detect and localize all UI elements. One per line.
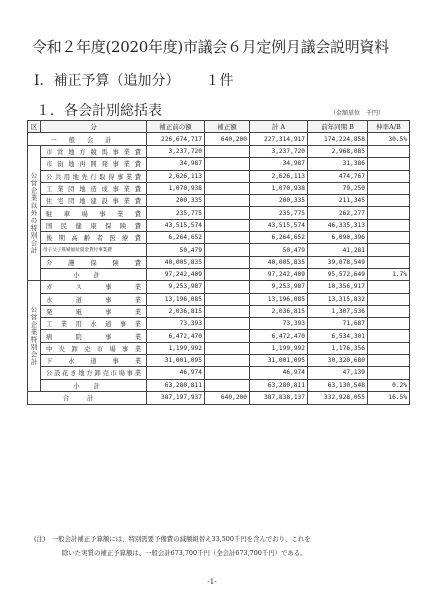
cell-rate [368,232,410,244]
cell-rate: 1.7% [368,268,410,280]
row-label: 国民健康保険費 [41,219,147,231]
cell-before: 1,199,992 [147,342,205,354]
cell-prev: 332,928,055 [308,391,368,404]
cell-before: 73,393 [147,318,205,330]
row-label: 公共用地先行取得事業費 [41,170,147,182]
cell-total: 50,479 [250,244,308,256]
cell-total: 6,472,470 [250,330,308,342]
row-label: ガス事業 [41,281,147,293]
cell-total: 1,070,938 [250,182,308,194]
cell-total: 13,196,085 [250,293,308,305]
cell-rate [368,244,410,256]
subtotal-label: 小計 [41,268,147,280]
cell-amount [205,342,250,354]
cell-rate [368,170,410,182]
subsection-heading: １．各会計別総括表 [36,103,162,119]
enterprise-subtotal-row [28,379,410,391]
table-row [28,219,410,231]
cell-rate [368,146,410,158]
cell-total: 43,515,574 [250,219,308,231]
cell-total: 34,987 [250,158,308,170]
cell-prev: 71,687 [308,318,368,330]
row-label: 病院事業 [41,330,147,342]
cell-before: 63,280,811 [147,379,205,391]
cell-prev: 39,078,549 [308,256,368,268]
section-heading-text: Ⅰ．補正予算（追加分） [34,73,180,89]
cell-rate [368,281,410,293]
cell-prev: 31,386 [308,158,368,170]
cell-amount [205,281,250,293]
row-label: 水道事業 [41,293,147,305]
table-row [28,207,410,219]
cell-before: 1,070,938 [147,182,205,194]
page-title: 令和２年度(2020年度)市議会６月定例月議会説明資料 [32,38,389,56]
cell-total: 40,005,835 [250,256,308,268]
cell-rate [368,355,410,367]
cell-prev: 262,277 [308,207,368,219]
cell-before: 2,626,113 [147,170,205,182]
cell-total: 227,314,917 [250,133,308,146]
cell-amount [205,146,250,158]
cell-before: 46,974 [147,367,205,379]
row-label: 工業団地造成事業費 [41,182,147,194]
cell-amount [205,367,250,379]
cell-before: 235,775 [147,207,205,219]
cell-prev: 95,572,649 [308,268,368,280]
row-label: 公設花き地方卸売市場事業 [41,367,147,379]
unit-note: （金額単位 千円） [330,110,385,117]
cell-before: 43,515,574 [147,219,205,231]
cell-prev: 474,767 [308,170,368,182]
cell-amount [205,170,250,182]
table-row [28,182,410,194]
budget-summary-table [27,120,410,405]
header-prev: 前年同期 B [308,121,368,133]
cell-prev: 79,250 [308,182,368,194]
table-row [28,195,410,207]
cell-amount [205,244,250,256]
subtotal-label: 小計 [41,379,147,391]
row-label: 市街地再開発事業費 [41,158,147,170]
cell-total: 6,264,652 [250,232,308,244]
row-label: 下水道事業 [41,355,147,367]
cell-rate [368,330,410,342]
cell-total: 97,242,409 [250,268,308,280]
cell-rate [368,293,410,305]
cell-amount [205,330,250,342]
cell-amount: 640,200 [205,391,250,404]
cell-total: 2,036,815 [250,305,308,317]
cell-before: 13,196,085 [147,293,205,305]
cell-rate: 0.2% [368,379,410,391]
table-row [28,244,410,256]
cell-amount [205,379,250,391]
cell-prev: 1,307,536 [308,305,368,317]
cell-before: 40,005,835 [147,256,205,268]
grand-total-row [28,391,410,404]
general-account-row [28,133,410,146]
cell-before: 97,242,409 [147,268,205,280]
cell-prev: 10,356,917 [308,281,368,293]
cell-rate [368,305,410,317]
table-row [28,232,410,244]
table-row [28,342,410,354]
section-count: １件 [205,73,234,89]
row-label: 工業用水道事業 [41,318,147,330]
row-label: 母子父子寡婦福祉資金貸付事業費 [41,244,147,256]
cell-before: 3,237,720 [147,146,205,158]
section-heading [34,70,234,90]
cell-total: 387,838,137 [250,391,308,404]
cell-rate [368,182,410,194]
cell-amount [205,182,250,194]
cell-total: 1,199,992 [250,342,308,354]
page-number: -1- [207,578,217,586]
table-row [28,256,410,268]
row-label: 介護保険費 [41,256,147,268]
cell-total: 2,626,113 [250,170,308,182]
header-total: 計 A [250,121,308,133]
cell-amount [205,256,250,268]
table-row [28,355,410,367]
cell-total: 46,974 [250,367,308,379]
cell-prev: 63,130,548 [308,379,368,391]
general-account-label: 一般会計 [28,133,147,146]
cell-amount: 640,200 [205,133,250,146]
cell-amount [205,207,250,219]
table-row [28,367,410,379]
row-label: 中央卸売市場事業 [41,342,147,354]
cell-rate [368,219,410,231]
table-row [28,293,410,305]
cell-before: 50,479 [147,244,205,256]
row-label: 発電事業 [41,305,147,317]
cell-amount [205,158,250,170]
cell-amount [205,293,250,305]
table-header-row [28,121,410,133]
cell-rate [368,195,410,207]
cell-before: 200,335 [147,195,205,207]
cell-before: 9,253,987 [147,281,205,293]
special-group-label: 公営企業以外の特別会計 [28,146,41,281]
table-row [28,330,410,342]
cell-before: 226,674,717 [147,133,205,146]
cell-prev: 211,345 [308,195,368,207]
cell-amount [205,268,250,280]
grand-total-label: 合計 [28,391,147,404]
cell-prev: 47,139 [308,367,368,379]
cell-prev: 13,315,832 [308,293,368,305]
table-row [28,170,410,182]
cell-prev: 41,281 [308,244,368,256]
footnote-line-1: (注) 一般会計補正予算額には、特別需要予備費の減額組替え33,500千円を含んでおり、これを [34,535,311,543]
table-row [28,318,410,330]
cell-rate [368,256,410,268]
cell-rate [368,342,410,354]
cell-total: 63,280,811 [250,379,308,391]
cell-total: 73,393 [250,318,308,330]
row-label: 市営地方競馬事業費 [41,146,147,158]
cell-rate: 16.5% [368,391,410,404]
table-row [28,305,410,317]
table-row [28,281,410,293]
row-label: 駐車場事業費 [41,207,147,219]
header-category: 区 [28,121,41,133]
cell-total: 200,335 [250,195,308,207]
cell-rate [368,367,410,379]
cell-total: 235,775 [250,207,308,219]
cell-total: 31,001,095 [250,355,308,367]
cell-amount [205,219,250,231]
cell-amount [205,195,250,207]
cell-before: 31,001,095 [147,355,205,367]
cell-rate [368,158,410,170]
footnote-line-2: 除いた実質の補正予算額は、一般会計673,700千円（全会計673,700千円）である。 [62,549,307,557]
cell-prev: 174,224,858 [308,133,368,146]
header-rate: 伸率A/B [368,121,410,133]
row-label: 後期高齢者医療費 [41,232,147,244]
cell-amount [205,318,250,330]
cell-prev: 30,320,680 [308,355,368,367]
table-row [28,146,410,158]
header-category-2: 分 [41,121,147,133]
cell-prev: 2,968,085 [308,146,368,158]
cell-rate [368,318,410,330]
cell-prev: 6,534,301 [308,330,368,342]
cell-before: 2,036,815 [147,305,205,317]
cell-prev: 6,090,396 [308,232,368,244]
cell-amount [205,355,250,367]
cell-before: 6,264,652 [147,232,205,244]
header-amount: 補正額 [205,121,250,133]
cell-rate [368,207,410,219]
cell-before: 387,197,937 [147,391,205,404]
header-before: 補正前の額 [147,121,205,133]
row-label: 住宅団地建設事業費 [41,195,147,207]
cell-prev: 1,176,356 [308,342,368,354]
enterprise-group-label: 公営企業特別会計 [28,281,41,392]
cell-rate: 30.5% [368,133,410,146]
cell-before: 6,472,470 [147,330,205,342]
cell-amount [205,232,250,244]
cell-prev: 46,335,313 [308,219,368,231]
cell-total: 9,253,987 [250,281,308,293]
cell-total: 3,237,720 [250,146,308,158]
cell-before: 34,987 [147,158,205,170]
table-row [28,158,410,170]
special-subtotal-row [28,268,410,280]
footnote [34,532,311,560]
cell-amount [205,305,250,317]
